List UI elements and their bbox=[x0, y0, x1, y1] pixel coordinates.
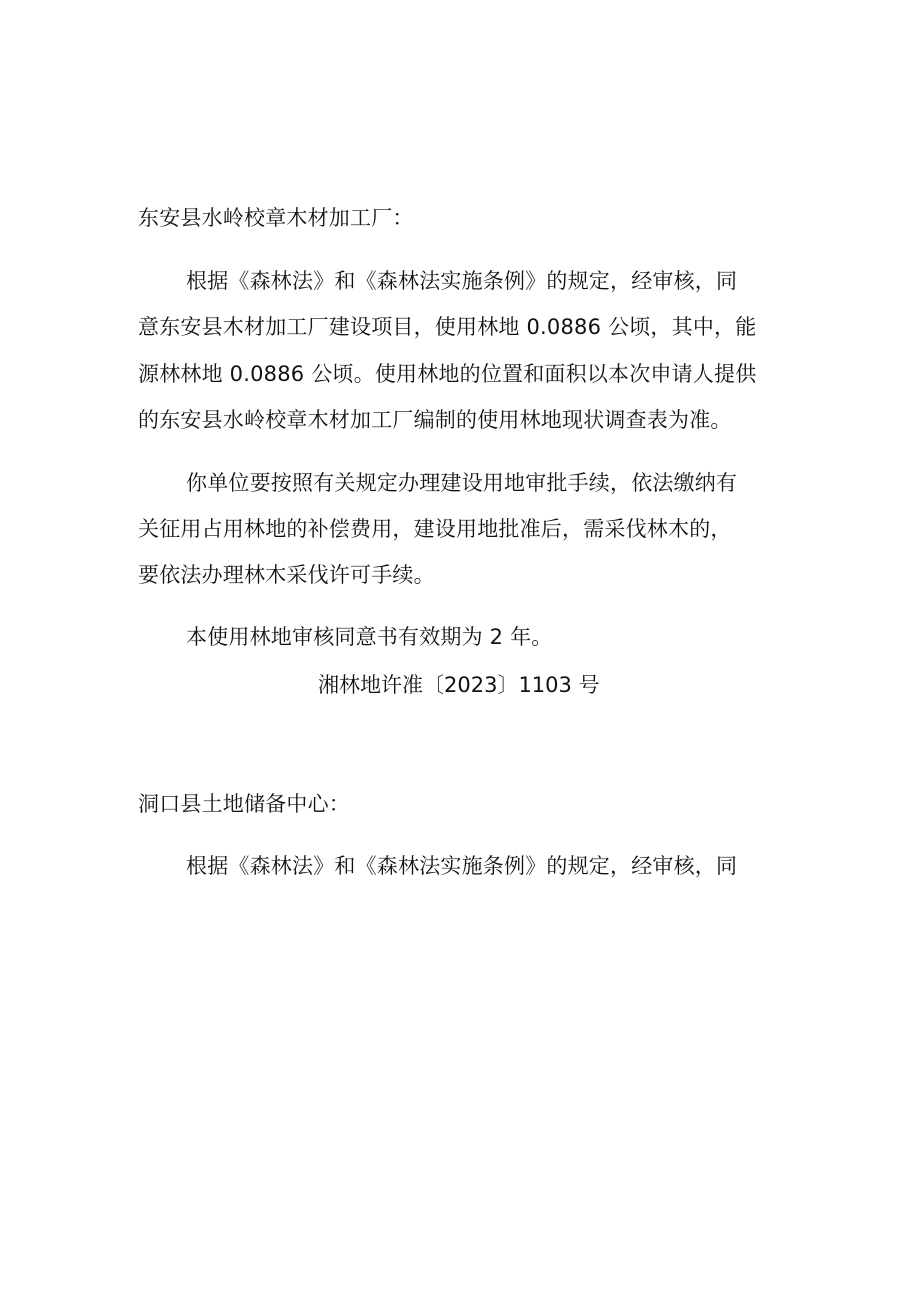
addressee-1: 东安县水岭校章木材加工厂： bbox=[138, 206, 414, 230]
document-number: 湘林地许准〔2023〕1103 号 bbox=[318, 673, 600, 697]
paragraph-1-line-4: 的东安县水岭校章木材加工厂编制的使用林地现状调查表为准。 bbox=[138, 408, 732, 432]
letter-2-paragraph-1-line-1: 根据《森林法》和《森林法实施条例》的规定，经审核，同 bbox=[186, 854, 738, 878]
addressee-2: 洞口县土地储备中心： bbox=[138, 792, 350, 816]
validity-statement: 本使用林地审核同意书有效期为 2 年。 bbox=[186, 625, 553, 649]
paragraph-1-line-3: 源林林地 0.0886 公顷。使用林地的位置和面积以本次申请人提供 bbox=[138, 362, 757, 386]
paragraph-2-line-2: 关征用占用林地的补偿费用，建设用地批准后，需采伐林木的， bbox=[138, 517, 732, 541]
paragraph-1-line-1: 根据《森林法》和《森林法实施条例》的规定，经审核，同 bbox=[186, 269, 738, 293]
paragraph-1-line-2: 意东安县木材加工厂建设项目，使用林地 0.0886 公顷，其中，能 bbox=[138, 315, 757, 339]
paragraph-2-line-3: 要依法办理林木采伐许可手续。 bbox=[138, 563, 435, 587]
paragraph-2-line-1: 你单位要按照有关规定办理建设用地审批手续，依法缴纳有 bbox=[186, 471, 738, 495]
